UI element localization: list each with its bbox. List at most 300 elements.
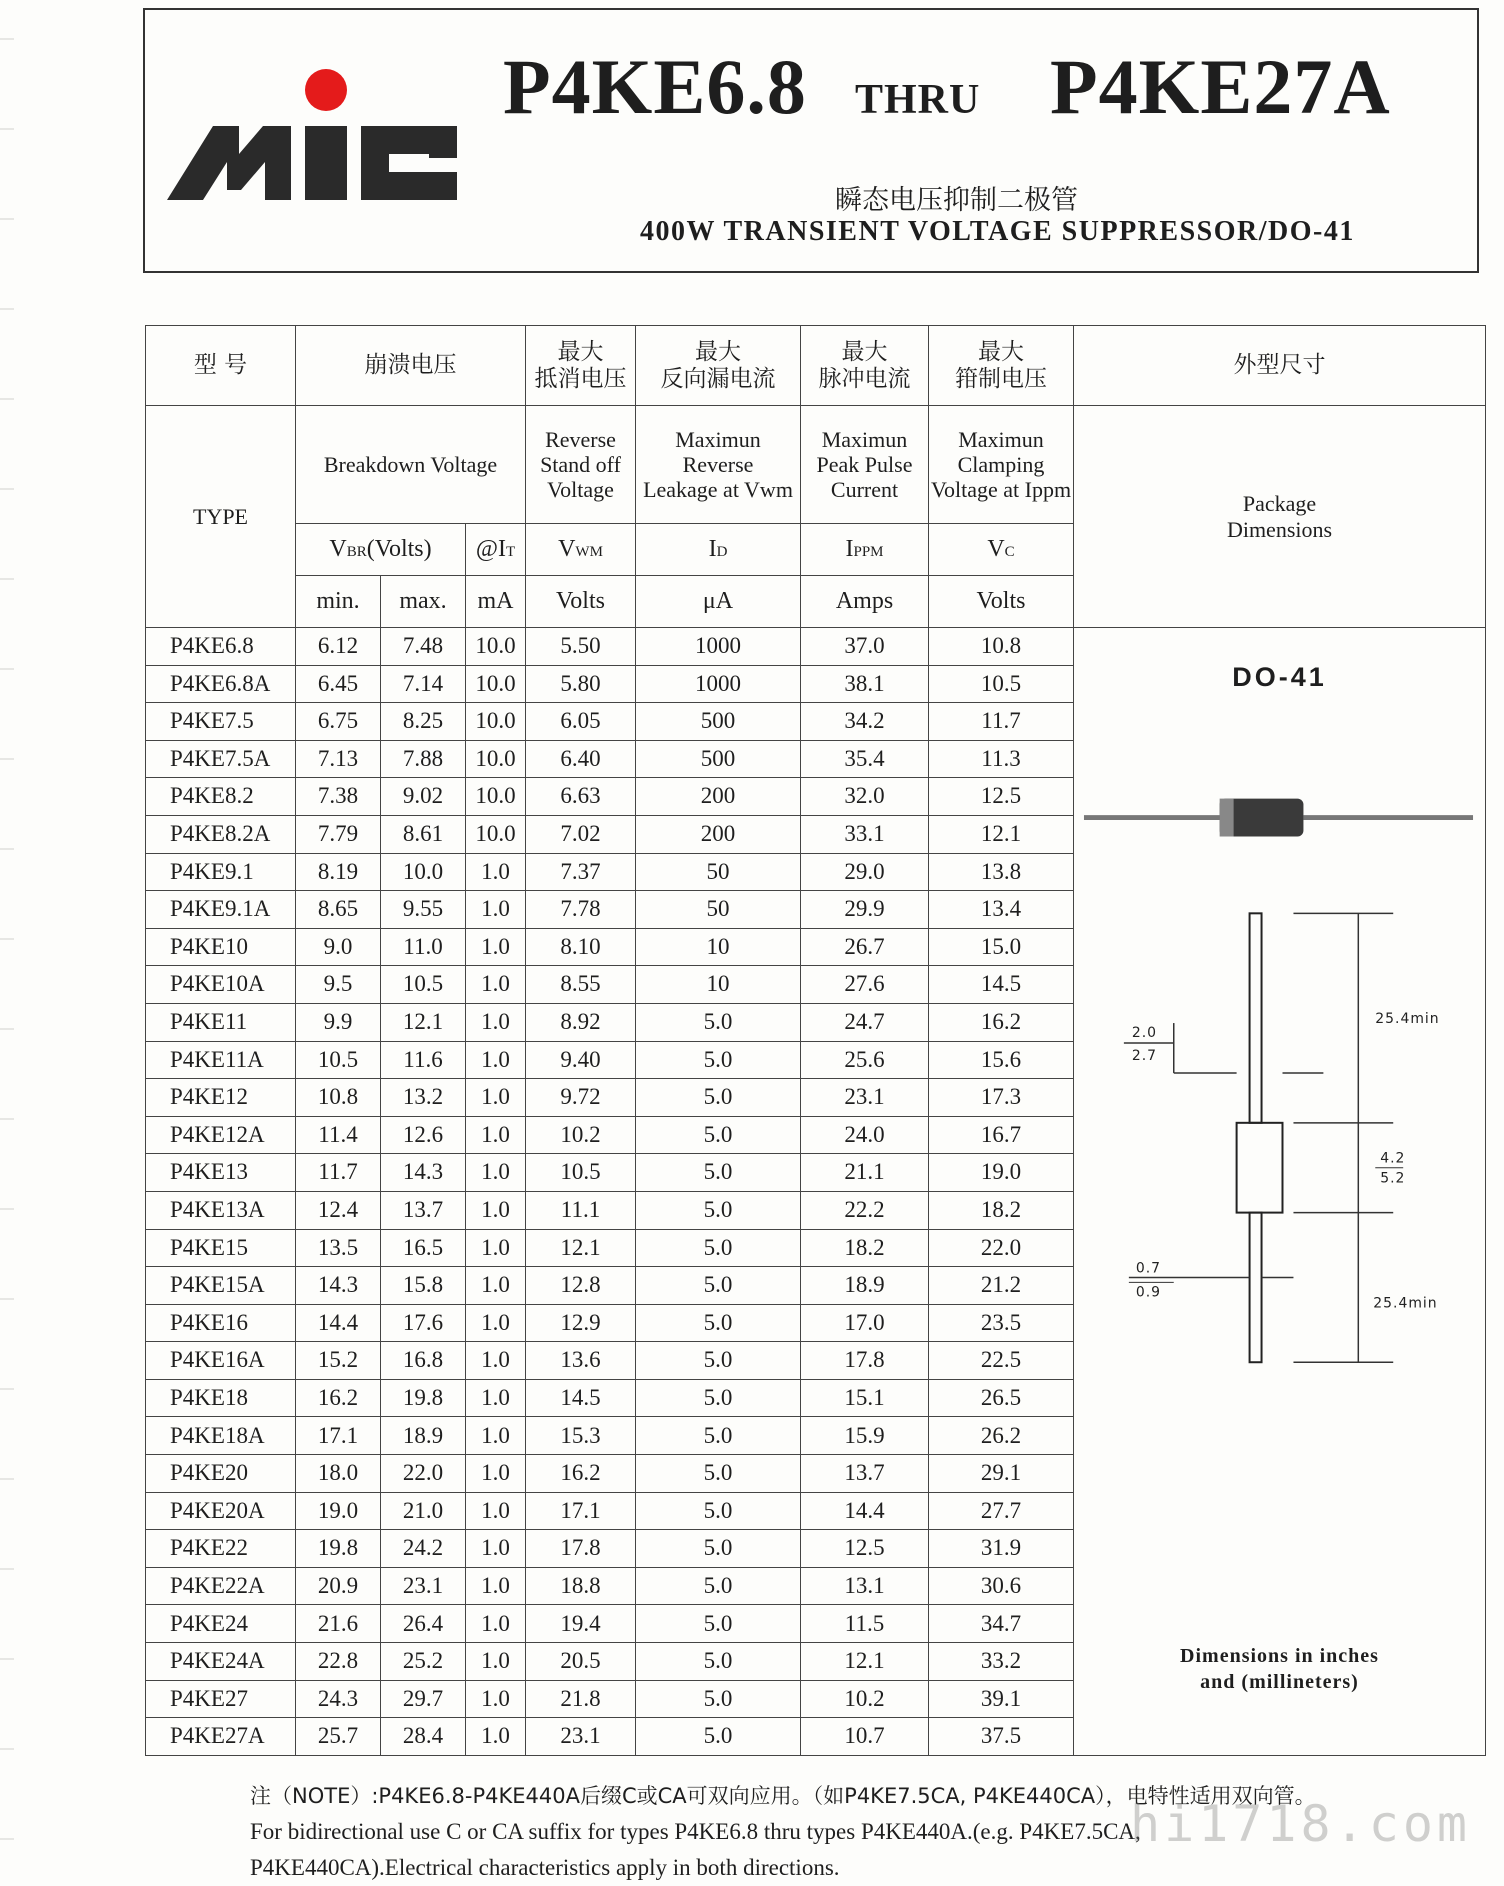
- cell-id: 5.0: [636, 1229, 801, 1267]
- cell-it: 1.0: [466, 891, 526, 929]
- cell-ippm: 21.1: [801, 1154, 929, 1192]
- dim-body-len-top: 4.2: [1380, 1150, 1406, 1167]
- cell-vc: 37.5: [929, 1718, 1074, 1756]
- cell-it: 10.0: [466, 815, 526, 853]
- cell-it: 1.0: [466, 1530, 526, 1568]
- cell-vbr-min: 9.5: [296, 966, 381, 1004]
- cell-vbr-max: 22.0: [381, 1455, 466, 1493]
- cell-id: 500: [636, 740, 801, 778]
- cell-vc: 15.0: [929, 928, 1074, 966]
- cell-type: P4KE20A: [146, 1492, 296, 1530]
- cell-vbr-max: 14.3: [381, 1154, 466, 1192]
- cell-vwm: 8.55: [526, 966, 636, 1004]
- cell-ippm: 25.6: [801, 1041, 929, 1079]
- cell-vwm: 11.1: [526, 1191, 636, 1229]
- cell-id: 5.0: [636, 1492, 801, 1530]
- cell-vbr-max: 11.6: [381, 1041, 466, 1079]
- cell-vc: 21.2: [929, 1267, 1074, 1305]
- cell-type: P4KE22A: [146, 1567, 296, 1605]
- cell-id: 10: [636, 966, 801, 1004]
- cell-vbr-max: 16.5: [381, 1229, 466, 1267]
- header-type: TYPE: [146, 406, 296, 628]
- cell-type: P4KE13A: [146, 1191, 296, 1229]
- cell-type: P4KE7.5: [146, 703, 296, 741]
- header-clamping-cn: 最大 箝制电压: [929, 326, 1074, 406]
- header-pulse: Maximun Peak Pulse Current: [801, 406, 929, 524]
- cell-ippm: 24.7: [801, 1003, 929, 1041]
- cell-vwm: 10.2: [526, 1116, 636, 1154]
- cell-type: P4KE24A: [146, 1643, 296, 1681]
- header-box: [143, 8, 1479, 273]
- cell-vwm: 6.05: [526, 703, 636, 741]
- cell-vwm: 21.8: [526, 1680, 636, 1718]
- cell-vbr-min: 16.2: [296, 1379, 381, 1417]
- watermark: hi1718.com: [1130, 1795, 1472, 1853]
- cell-type: P4KE6.8: [146, 628, 296, 666]
- cell-vc: 26.2: [929, 1417, 1074, 1455]
- cathode-band: [1220, 799, 1234, 837]
- header-breakdown-cn: 崩溃电压: [296, 326, 526, 406]
- cell-vbr-min: 11.4: [296, 1116, 381, 1154]
- cell-id: 5.0: [636, 1379, 801, 1417]
- cell-id: 5.0: [636, 1455, 801, 1493]
- cell-type: P4KE12A: [146, 1116, 296, 1154]
- cell-vc: 23.5: [929, 1304, 1074, 1342]
- cell-it: 1.0: [466, 1605, 526, 1643]
- cell-vbr-min: 14.4: [296, 1304, 381, 1342]
- unit-min: min.: [296, 576, 381, 628]
- cell-type: P4KE9.1A: [146, 891, 296, 929]
- cell-type: P4KE12: [146, 1079, 296, 1117]
- cell-it: 1.0: [466, 1003, 526, 1041]
- cell-vc: 34.7: [929, 1605, 1074, 1643]
- cell-vbr-min: 12.4: [296, 1191, 381, 1229]
- cell-vc: 12.5: [929, 778, 1074, 816]
- logo-letter-i: [305, 126, 347, 200]
- cell-vc: 30.6: [929, 1567, 1074, 1605]
- cell-vwm: 23.1: [526, 1718, 636, 1756]
- cell-id: 5.0: [636, 1191, 801, 1229]
- cell-vc: 16.2: [929, 1003, 1074, 1041]
- dim-lead-dia-top: 2.0: [1131, 1025, 1158, 1042]
- cell-vc: 11.7: [929, 703, 1074, 741]
- cell-ippm: 18.9: [801, 1267, 929, 1305]
- header-clamping: Maximun Clamping Voltage at Ippm: [929, 406, 1074, 524]
- cell-ippm: 17.8: [801, 1342, 929, 1380]
- dim-lead-dia-bot: 2.7: [1131, 1047, 1158, 1064]
- dim-lead-len-bottom: 25.4min: [1373, 1295, 1438, 1312]
- unit-max: max.: [381, 576, 466, 628]
- cell-vbr-max: 23.1: [381, 1567, 466, 1605]
- cell-vc: 10.8: [929, 628, 1074, 666]
- mic-logo: [167, 58, 457, 208]
- footnote-line-2: For bidirectional use C or CA suffix for types P4KE6.8 thru types P4KE440A.(e.g. P4KE7.5CA,: [250, 1819, 1141, 1844]
- cell-vbr-min: 14.3: [296, 1267, 381, 1305]
- cell-vbr-max: 19.8: [381, 1379, 466, 1417]
- cell-id: 5.0: [636, 1154, 801, 1192]
- cell-vbr-min: 19.0: [296, 1492, 381, 1530]
- cell-id: 200: [636, 815, 801, 853]
- cell-vbr-min: 15.2: [296, 1342, 381, 1380]
- cell-vc: 16.7: [929, 1116, 1074, 1154]
- logo-letter-m: [167, 126, 291, 200]
- cell-vbr-max: 7.48: [381, 628, 466, 666]
- cell-vbr-min: 9.0: [296, 928, 381, 966]
- cell-ippm: 34.2: [801, 703, 929, 741]
- cell-type: P4KE15: [146, 1229, 296, 1267]
- symbol-ippm: IPPM: [801, 524, 929, 576]
- cell-vbr-max: 17.6: [381, 1304, 466, 1342]
- cell-it: 10.0: [466, 778, 526, 816]
- header-type-cn: 型 号: [146, 326, 296, 406]
- header-package-cn: 外型尺寸: [1074, 326, 1486, 406]
- cell-vc: 19.0: [929, 1154, 1074, 1192]
- cell-it: 10.0: [466, 665, 526, 703]
- cell-type: P4KE24: [146, 1605, 296, 1643]
- cell-id: 10: [636, 928, 801, 966]
- cell-type: P4KE22: [146, 1530, 296, 1568]
- cell-ippm: 35.4: [801, 740, 929, 778]
- outline-lead-bottom: [1250, 1213, 1262, 1363]
- cell-vbr-min: 21.6: [296, 1605, 381, 1643]
- cell-vbr-max: 29.7: [381, 1680, 466, 1718]
- cell-id: 5.0: [636, 1116, 801, 1154]
- cell-id: 5.0: [636, 1041, 801, 1079]
- cell-vbr-max: 8.25: [381, 703, 466, 741]
- cell-type: P4KE27: [146, 1680, 296, 1718]
- cell-vwm: 12.8: [526, 1267, 636, 1305]
- cell-vbr-min: 6.12: [296, 628, 381, 666]
- subtitle-english: 400W TRANSIENT VOLTAGE SUPPRESSOR/DO-41: [640, 216, 1355, 247]
- cell-it: 1.0: [466, 1342, 526, 1380]
- header-breakdown: Breakdown Voltage: [296, 406, 526, 524]
- cell-vwm: 15.3: [526, 1417, 636, 1455]
- cell-ippm: 27.6: [801, 966, 929, 1004]
- spec-table: [145, 325, 1486, 1756]
- cell-ippm: 29.9: [801, 891, 929, 929]
- cell-vc: 33.2: [929, 1643, 1074, 1681]
- cell-it: 1.0: [466, 1267, 526, 1305]
- cell-it: 10.0: [466, 740, 526, 778]
- header-leakage: Maximun Reverse Leakage at Vwm: [636, 406, 801, 524]
- cell-it: 1.0: [466, 966, 526, 1004]
- cell-id: 50: [636, 853, 801, 891]
- cell-vbr-min: 17.1: [296, 1417, 381, 1455]
- symbol-vc: VC: [929, 524, 1074, 576]
- header-pulse-cn: 最大 脉冲电流: [801, 326, 929, 406]
- outline-body: [1237, 1123, 1283, 1213]
- cell-vbr-min: 25.7: [296, 1718, 381, 1756]
- symbol-it: @IT: [466, 524, 526, 576]
- title-part-last: P4KE27A: [1050, 43, 1391, 130]
- cell-vc: 18.2: [929, 1191, 1074, 1229]
- cell-id: 1000: [636, 628, 801, 666]
- cell-vwm: 6.40: [526, 740, 636, 778]
- cell-vc: 15.6: [929, 1041, 1074, 1079]
- cell-vc: 13.4: [929, 891, 1074, 929]
- dim-lead-len-top: 25.4min: [1375, 1011, 1440, 1028]
- cell-type: P4KE10: [146, 928, 296, 966]
- cell-ippm: 10.7: [801, 1718, 929, 1756]
- cell-it: 1.0: [466, 1079, 526, 1117]
- cell-ippm: 10.2: [801, 1680, 929, 1718]
- cell-vwm: 12.1: [526, 1229, 636, 1267]
- cell-vwm: 12.9: [526, 1304, 636, 1342]
- dim-wire-dia-bot: 0.9: [1135, 1284, 1162, 1301]
- table-body: [146, 628, 1486, 1756]
- cell-vbr-max: 8.61: [381, 815, 466, 853]
- cell-it: 10.0: [466, 703, 526, 741]
- cell-vbr-max: 16.8: [381, 1342, 466, 1380]
- cell-ippm: 12.1: [801, 1643, 929, 1681]
- cell-type: P4KE8.2A: [146, 815, 296, 853]
- cell-vbr-max: 24.2: [381, 1530, 466, 1568]
- cell-vbr-min: 19.8: [296, 1530, 381, 1568]
- cell-vwm: 19.4: [526, 1605, 636, 1643]
- cell-it: 1.0: [466, 1041, 526, 1079]
- cell-it: 1.0: [466, 1116, 526, 1154]
- cell-vwm: 17.8: [526, 1530, 636, 1568]
- header-package: Package Dimensions: [1074, 406, 1486, 628]
- cell-it: 1.0: [466, 1680, 526, 1718]
- subtitle-chinese: 瞬态电压抑制二极管: [835, 185, 1078, 216]
- cell-ippm: 14.4: [801, 1492, 929, 1530]
- cell-ippm: 12.5: [801, 1530, 929, 1568]
- cell-vwm: 6.63: [526, 778, 636, 816]
- cell-it: 1.0: [466, 1455, 526, 1493]
- cell-it: 1.0: [466, 1718, 526, 1756]
- cell-type: P4KE27A: [146, 1718, 296, 1756]
- cell-vbr-max: 21.0: [381, 1492, 466, 1530]
- cell-type: P4KE6.8A: [146, 665, 296, 703]
- cell-ippm: 22.2: [801, 1191, 929, 1229]
- cell-it: 10.0: [466, 628, 526, 666]
- cell-vc: 27.7: [929, 1492, 1074, 1530]
- cell-vwm: 9.72: [526, 1079, 636, 1117]
- unit-volts-clamp: Volts: [929, 576, 1074, 628]
- title-part-first: P4KE6.8: [503, 43, 807, 130]
- cell-id: 5.0: [636, 1643, 801, 1681]
- cell-vbr-max: 15.8: [381, 1267, 466, 1305]
- package-box: [1074, 628, 1485, 1755]
- cell-it: 1.0: [466, 1379, 526, 1417]
- cell-id: 5.0: [636, 1680, 801, 1718]
- cell-vc: 14.5: [929, 966, 1074, 1004]
- cell-vbr-max: 9.55: [381, 891, 466, 929]
- cell-vc: 39.1: [929, 1680, 1074, 1718]
- cell-vc: 10.5: [929, 665, 1074, 703]
- cell-type: P4KE13: [146, 1154, 296, 1192]
- cell-vbr-min: 6.75: [296, 703, 381, 741]
- cell-type: P4KE9.1: [146, 853, 296, 891]
- cell-vbr-min: 20.9: [296, 1567, 381, 1605]
- cell-vbr-max: 11.0: [381, 928, 466, 966]
- cell-vbr-min: 10.8: [296, 1079, 381, 1117]
- cell-ippm: 13.7: [801, 1455, 929, 1493]
- do41-drawing: [1074, 723, 1485, 1373]
- cell-vbr-max: 25.2: [381, 1643, 466, 1681]
- title-thru: THRU: [855, 77, 981, 123]
- cell-vc: 22.5: [929, 1342, 1074, 1380]
- cell-vbr-max: 10.0: [381, 853, 466, 891]
- cell-it: 1.0: [466, 1567, 526, 1605]
- cell-type: P4KE8.2: [146, 778, 296, 816]
- cell-vwm: 20.5: [526, 1643, 636, 1681]
- unit-ua: μA: [636, 576, 801, 628]
- cell-id: 50: [636, 891, 801, 929]
- cell-vbr-min: 11.7: [296, 1154, 381, 1192]
- cell-vbr-min: 8.65: [296, 891, 381, 929]
- cell-vwm: 13.6: [526, 1342, 636, 1380]
- cell-ippm: 18.2: [801, 1229, 929, 1267]
- cell-id: 5.0: [636, 1718, 801, 1756]
- symbol-vbr: VBR(Volts): [296, 524, 466, 576]
- cell-vwm: 18.8: [526, 1567, 636, 1605]
- cell-vwm: 9.40: [526, 1041, 636, 1079]
- dim-wire-dia-top: 0.7: [1135, 1260, 1162, 1277]
- cell-id: 5.0: [636, 1530, 801, 1568]
- cell-vbr-max: 10.5: [381, 966, 466, 1004]
- cell-it: 1.0: [466, 853, 526, 891]
- cell-ippm: 13.1: [801, 1567, 929, 1605]
- logo-dot: [305, 69, 347, 111]
- cell-ippm: 26.7: [801, 928, 929, 966]
- footnote-line-1: 注（NOTE）:P4KE6.8-P4KE440A后缀C或CA可双向应用。（如P4KE7.5CA, P4KE440CA），电特性适用双向管。: [250, 1784, 1316, 1808]
- cell-vbr-min: 8.19: [296, 853, 381, 891]
- cell-vwm: 8.92: [526, 1003, 636, 1041]
- cell-vwm: 16.2: [526, 1455, 636, 1493]
- cell-vbr-min: 7.38: [296, 778, 381, 816]
- cell-vc: 31.9: [929, 1530, 1074, 1568]
- cell-id: 5.0: [636, 1567, 801, 1605]
- table-row: [146, 628, 1486, 666]
- cell-vbr-max: 12.6: [381, 1116, 466, 1154]
- cell-vbr-min: 6.45: [296, 665, 381, 703]
- cell-ippm: 38.1: [801, 665, 929, 703]
- cell-type: P4KE15A: [146, 1267, 296, 1305]
- cell-ippm: 32.0: [801, 778, 929, 816]
- cell-vc: 17.3: [929, 1079, 1074, 1117]
- cell-it: 1.0: [466, 1417, 526, 1455]
- unit-volts: Volts: [526, 576, 636, 628]
- cell-id: 1000: [636, 665, 801, 703]
- cell-vc: 12.1: [929, 815, 1074, 853]
- cell-ippm: 33.1: [801, 815, 929, 853]
- unit-ma: mA: [466, 576, 526, 628]
- logo-letter-c: [361, 126, 457, 200]
- cell-id: 500: [636, 703, 801, 741]
- cell-it: 1.0: [466, 1191, 526, 1229]
- cell-vwm: 5.50: [526, 628, 636, 666]
- cell-id: 5.0: [636, 1342, 801, 1380]
- cell-type: P4KE7.5A: [146, 740, 296, 778]
- outline-lead-top: [1250, 913, 1262, 1122]
- unit-amps: Amps: [801, 576, 929, 628]
- cell-vc: 13.8: [929, 853, 1074, 891]
- cell-type: P4KE11A: [146, 1041, 296, 1079]
- cell-vwm: 8.10: [526, 928, 636, 966]
- cell-vbr-max: 9.02: [381, 778, 466, 816]
- cell-type: P4KE20: [146, 1455, 296, 1493]
- cell-vc: 22.0: [929, 1229, 1074, 1267]
- cell-id: 5.0: [636, 1304, 801, 1342]
- cell-vbr-min: 13.5: [296, 1229, 381, 1267]
- cell-type: P4KE16A: [146, 1342, 296, 1380]
- cell-ippm: 24.0: [801, 1116, 929, 1154]
- cell-vbr-min: 24.3: [296, 1680, 381, 1718]
- cell-vc: 29.1: [929, 1455, 1074, 1493]
- cell-vwm: 7.78: [526, 891, 636, 929]
- package-cell: [1074, 628, 1486, 1756]
- footnote-line-3: P4KE440CA).Electrical characteristics apply in both directions.: [250, 1855, 840, 1880]
- symbol-id: ID: [636, 524, 801, 576]
- cell-it: 1.0: [466, 1229, 526, 1267]
- cell-ippm: 29.0: [801, 853, 929, 891]
- cell-it: 1.0: [466, 1643, 526, 1681]
- cell-type: P4KE10A: [146, 966, 296, 1004]
- cell-ippm: 11.5: [801, 1605, 929, 1643]
- cell-vwm: 7.37: [526, 853, 636, 891]
- cell-it: 1.0: [466, 1492, 526, 1530]
- cell-vbr-max: 26.4: [381, 1605, 466, 1643]
- table-header: [146, 326, 1486, 628]
- cell-id: 5.0: [636, 1605, 801, 1643]
- cell-type: P4KE18A: [146, 1417, 296, 1455]
- cell-vbr-min: 7.79: [296, 815, 381, 853]
- cell-vbr-max: 12.1: [381, 1003, 466, 1041]
- cell-vbr-min: 22.8: [296, 1643, 381, 1681]
- package-note: Dimensions in inches and (millineters): [1180, 1644, 1379, 1693]
- cell-ippm: 15.9: [801, 1417, 929, 1455]
- cell-id: 5.0: [636, 1267, 801, 1305]
- cell-vbr-min: 18.0: [296, 1455, 381, 1493]
- cell-vwm: 17.1: [526, 1492, 636, 1530]
- cell-id: 5.0: [636, 1079, 801, 1117]
- symbol-vwm: VWM: [526, 524, 636, 576]
- cell-vbr-max: 7.88: [381, 740, 466, 778]
- cell-vbr-min: 9.9: [296, 1003, 381, 1041]
- cell-it: 1.0: [466, 1304, 526, 1342]
- cell-vbr-min: 7.13: [296, 740, 381, 778]
- header-standoff-cn: 最大 抵消电压: [526, 326, 636, 406]
- cell-vwm: 10.5: [526, 1154, 636, 1192]
- cell-it: 1.0: [466, 1154, 526, 1192]
- cell-vbr-min: 10.5: [296, 1041, 381, 1079]
- cell-vbr-max: 7.14: [381, 665, 466, 703]
- cell-vwm: 7.02: [526, 815, 636, 853]
- dim-body-len-bot: 5.2: [1380, 1170, 1406, 1187]
- cell-ippm: 37.0: [801, 628, 929, 666]
- cell-type: P4KE18: [146, 1379, 296, 1417]
- cell-vc: 11.3: [929, 740, 1074, 778]
- cell-type: P4KE16: [146, 1304, 296, 1342]
- cell-vwm: 14.5: [526, 1379, 636, 1417]
- cell-type: P4KE11: [146, 1003, 296, 1041]
- scan-edge: [0, 0, 14, 1882]
- cell-id: 5.0: [636, 1417, 801, 1455]
- cell-ippm: 23.1: [801, 1079, 929, 1117]
- cell-ippm: 15.1: [801, 1379, 929, 1417]
- header-standoff: Reverse Stand off Voltage: [526, 406, 636, 524]
- cell-it: 1.0: [466, 928, 526, 966]
- cell-vbr-max: 18.9: [381, 1417, 466, 1455]
- header-leakage-cn: 最大 反向漏电流: [636, 326, 801, 406]
- cell-vbr-max: 13.2: [381, 1079, 466, 1117]
- cell-id: 5.0: [636, 1003, 801, 1041]
- cell-ippm: 17.0: [801, 1304, 929, 1342]
- cell-id: 200: [636, 778, 801, 816]
- package-name: DO-41: [1232, 662, 1327, 692]
